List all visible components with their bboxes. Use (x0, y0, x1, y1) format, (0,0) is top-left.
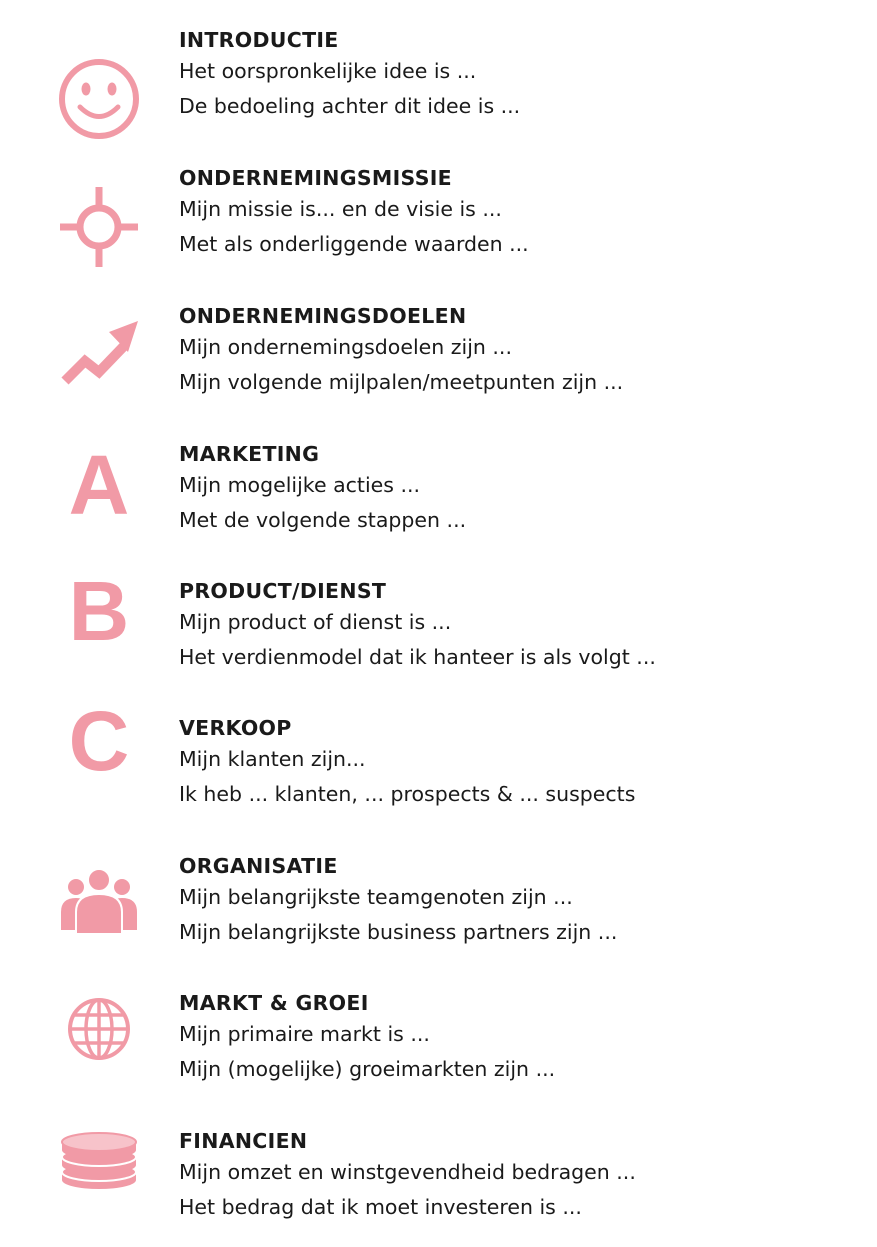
section-heading: VERKOOP (179, 716, 292, 740)
coin-stack-icon (56, 1124, 142, 1210)
section-ondernemingsdoelen (0, 302, 877, 422)
section-line: De bedoeling achter dit idee is ... (179, 93, 521, 118)
section-line: Mijn klanten zijn... (179, 747, 366, 771)
section-line: Ik heb ... klanten, ... prospects & ... suspects (179, 781, 636, 806)
section-line: Het bedrag dat ik moet investeren is ... (179, 1194, 582, 1219)
section-heading: ONDERNEMINGSDOELEN (179, 304, 467, 328)
section-verkoop (0, 694, 877, 834)
section-line: Mijn belangrijkste teamgenoten zijn ... (179, 885, 573, 909)
letter-b-icon (56, 564, 142, 658)
section-heading: FINANCIEN (179, 1129, 308, 1153)
section-line: Het verdienmodel dat ik hanteer is als volgt ... (179, 644, 656, 669)
section-line: Mijn (mogelijke) groeimarkten zijn ... (179, 1056, 556, 1081)
section-line: Mijn ondernemingsdoelen zijn ... (179, 335, 512, 359)
section-heading: MARKT & GROEI (179, 991, 369, 1015)
section-text (179, 577, 656, 674)
section-line: Mijn volgende mijlpalen/meetpunten zijn ... (179, 369, 624, 394)
icon-letter: C (68, 694, 130, 788)
section-text (179, 302, 623, 399)
section-text (179, 852, 617, 949)
trend-up-arrow-icon (56, 314, 142, 400)
section-marketing (0, 440, 877, 560)
section-text (179, 989, 555, 1086)
letter-a-icon (56, 438, 142, 532)
section-ondernemingsmissie (0, 164, 877, 284)
section-line: Mijn primaire markt is ... (179, 1022, 430, 1046)
section-text (179, 164, 529, 261)
section-financien (0, 1127, 877, 1247)
section-line: Met de volgende stappen ... (179, 507, 467, 532)
section-heading: PRODUCT/DIENST (179, 579, 387, 603)
smiley-icon (56, 56, 142, 142)
section-text (179, 26, 520, 123)
section-heading: ONDERNEMINGSMISSIE (179, 166, 452, 190)
section-line: Met als onderliggende waarden ... (179, 231, 529, 256)
section-line: Mijn mogelijke acties ... (179, 473, 421, 497)
section-line: Het oorspronkelijke idee is ... (179, 59, 477, 83)
section-product-dienst (0, 564, 877, 697)
section-text (179, 714, 635, 811)
letter-c-icon (56, 694, 142, 788)
section-heading: ORGANISATIE (179, 854, 338, 878)
section-heading: INTRODUCTIE (179, 28, 339, 52)
section-line: Mijn missie is... en de visie is ... (179, 197, 502, 221)
section-organisatie (0, 852, 877, 972)
section-introductie (0, 26, 877, 146)
icon-letter: B (68, 564, 130, 658)
crosshair-icon (56, 184, 142, 270)
section-text (179, 440, 466, 537)
icon-letter: A (68, 438, 130, 532)
section-line: Mijn belangrijkste business partners zijn ... (179, 919, 618, 944)
section-line: Mijn omzet en winstgevendheid bedragen ... (179, 1160, 636, 1184)
section-heading: MARKETING (179, 442, 320, 466)
section-text (179, 1127, 636, 1224)
people-group-icon (56, 864, 142, 950)
globe-icon (56, 986, 142, 1072)
section-line: Mijn product of dienst is ... (179, 610, 452, 634)
section-markt-groei (0, 989, 877, 1109)
